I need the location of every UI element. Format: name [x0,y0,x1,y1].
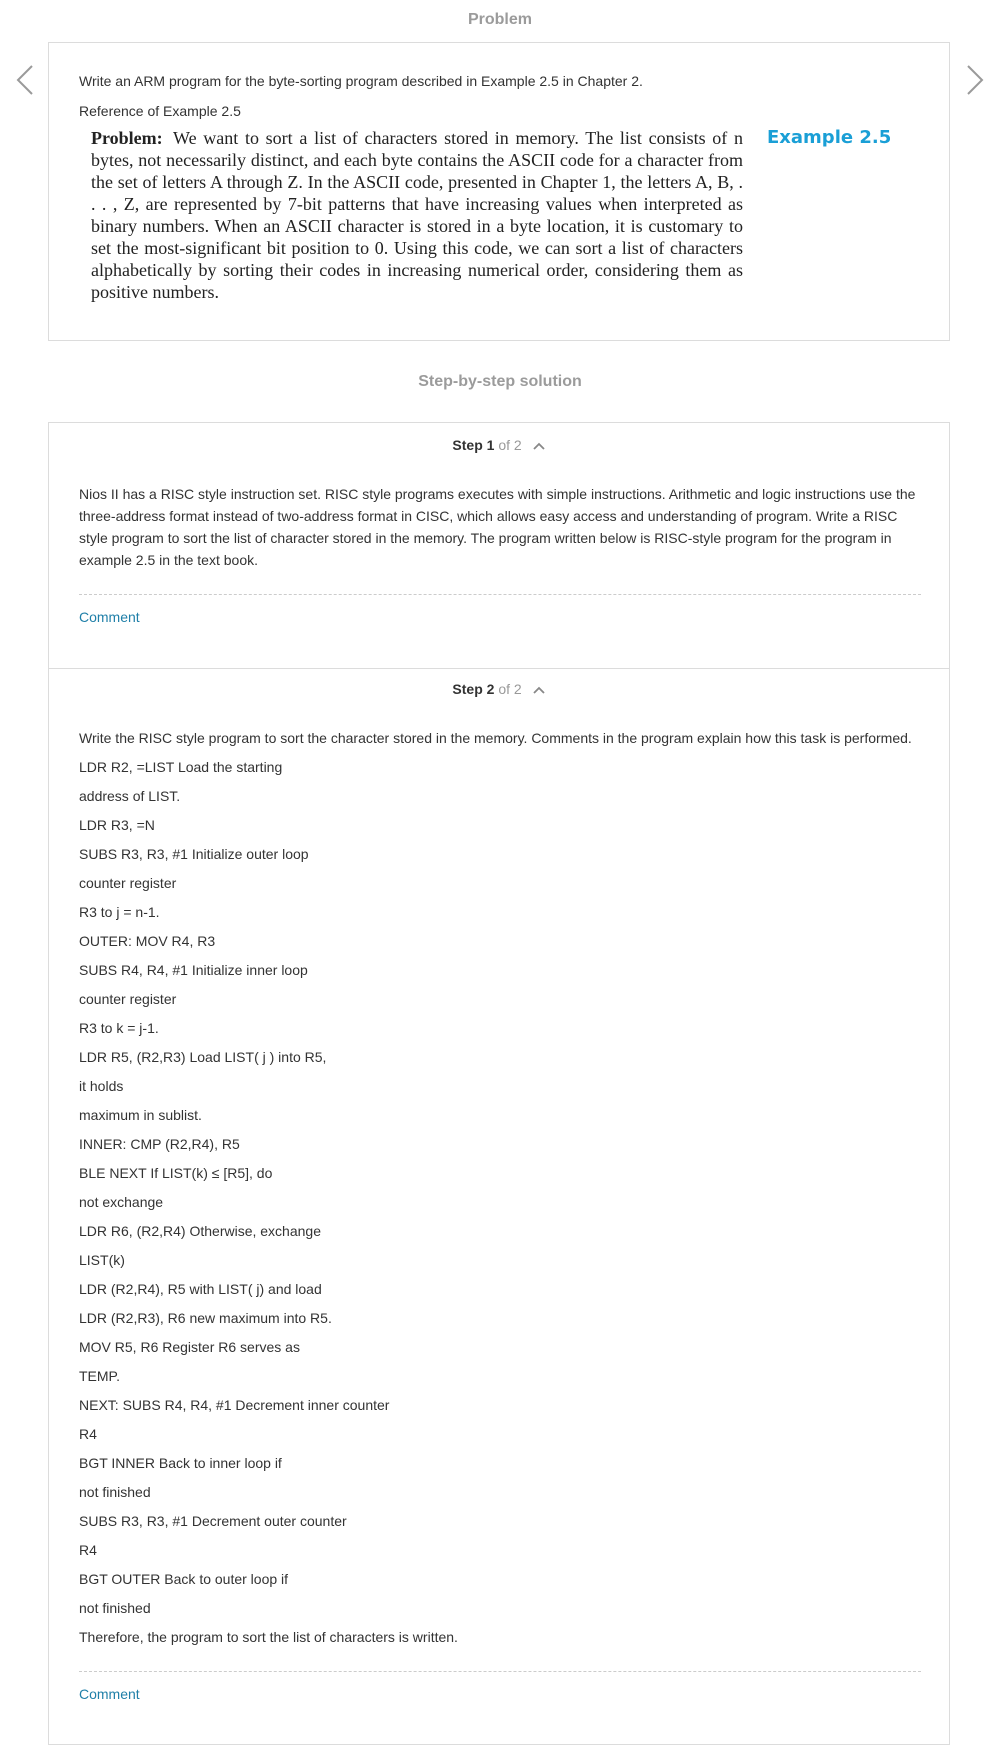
code-line: BLE NEXT If LIST(k) ≤ [R5], do [79,1165,273,1181]
code-line: LDR (R2,R4), R5 with LIST( j) and load [79,1281,322,1297]
code-line: MOV R5, R6 Register R6 serves as [79,1339,300,1355]
code-line: BGT OUTER Back to outer loop if [79,1571,289,1587]
textbook-excerpt [91,127,743,303]
previous-arrow-icon[interactable] [12,60,40,100]
code-line: BGT INNER Back to inner loop if [79,1455,282,1471]
code-line: SUBS R3, R3, #1 Initialize outer loop [79,846,309,862]
chevron-up-icon[interactable] [532,438,546,454]
code-line: address of LIST. [79,788,181,804]
step-1-comment-link[interactable]: Comment [79,609,140,625]
code-line: not finished [79,1484,151,1500]
code-line: LDR (R2,R3), R6 new maximum into R5. [79,1310,332,1326]
excerpt-text: We want to sort a list of characters stored in memory. The list consists of n bytes, not necessarily distinct, and each byte contains the ASCII code for a character from the set of letters A through Z. In the ASCII code, presented in Chapter 1, the letters A, B, . . . , Z, are represented by 7-bit patterns that have increasing values when interpreted as binary numbers. When an ASCII character is stored in a byte location, it is customary to set the most-significant bit position to 0. Using this code, we can sort a list of characters alphabetically by sorting their codes in increasing numerical order, considering them as positive numbers. [91,128,743,302]
code-line: SUBS R4, R4, #1 Initialize inner loop [79,962,308,978]
code-line: it holds [79,1078,124,1094]
code-line: maximum in sublist. [79,1107,202,1123]
code-line: TEMP. [79,1368,120,1384]
step-1-label: Step 1 [452,437,495,453]
step-1-body: Nios II has a RISC style instruction set. RISC style programs executes with simple instructions. Arithmetic and logic instructions use the three-address format instead of two-address format in CISC, which allows easy access and understanding of program. Write a RISC style program to sort the list of character stored in the memory. The program written below is RISC-style program for the program in example 2.5 in the text book. [79,486,916,568]
step-1-count: of 2 [498,437,522,453]
problem-question: Write an ARM program for the byte-sorting program described in Example 2.5 in Chapter 2. [79,73,643,89]
code-line: R4 [79,1542,97,1558]
step-2-body [79,727,921,1655]
code-line: NEXT: SUBS R4, R4, #1 Decrement inner counter [79,1397,390,1413]
reference-label: Reference of Example 2.5 [79,103,241,119]
code-line: not finished [79,1600,151,1616]
code-line: LIST(k) [79,1252,125,1268]
step-2-header[interactable] [49,681,949,698]
code-line: INNER: CMP (R2,R4), R5 [79,1136,240,1152]
example-tag: Example 2.5 [767,127,892,148]
step-2-label: Step 2 [452,681,495,697]
code-line: LDR R3, =N [79,817,155,833]
code-line: LDR R6, (R2,R4) Otherwise, exchange [79,1223,321,1239]
step-separator [49,668,949,669]
chevron-up-icon[interactable] [532,682,546,698]
code-line: LDR R5, (R2,R3) Load LIST( j ) into R5, [79,1049,327,1065]
step-2-conclusion: Therefore, the program to sort the list of characters is written. [79,1629,458,1645]
divider [79,1671,921,1672]
code-line: counter register [79,875,177,891]
problem-panel [48,42,950,341]
solution-heading: Step-by-step solution [418,373,582,390]
step-1-header[interactable] [49,437,949,454]
step-2-count: of 2 [498,681,522,697]
code-line: R3 to k = j-1. [79,1020,159,1036]
steps-panel [48,422,950,1745]
code-line: SUBS R3, R3, #1 Decrement outer counter [79,1513,347,1529]
code-line: counter register [79,991,177,1007]
problem-heading: Problem [467,11,532,28]
next-arrow-icon[interactable] [960,60,988,100]
code-line: OUTER: MOV R4, R3 [79,933,216,949]
code-line: R3 to j = n-1. [79,904,160,920]
step-2-comment-link[interactable]: Comment [79,1686,140,1702]
code-line: R4 [79,1426,97,1442]
excerpt-label: Problem: [91,128,163,148]
code-line: LDR R2, =LIST Load the starting [79,759,283,775]
code-line: not exchange [79,1194,164,1210]
step-2-intro: Write the RISC style program to sort the character stored in the memory. Comments in the program explain how this task is performed. [79,730,912,746]
divider [79,594,921,595]
